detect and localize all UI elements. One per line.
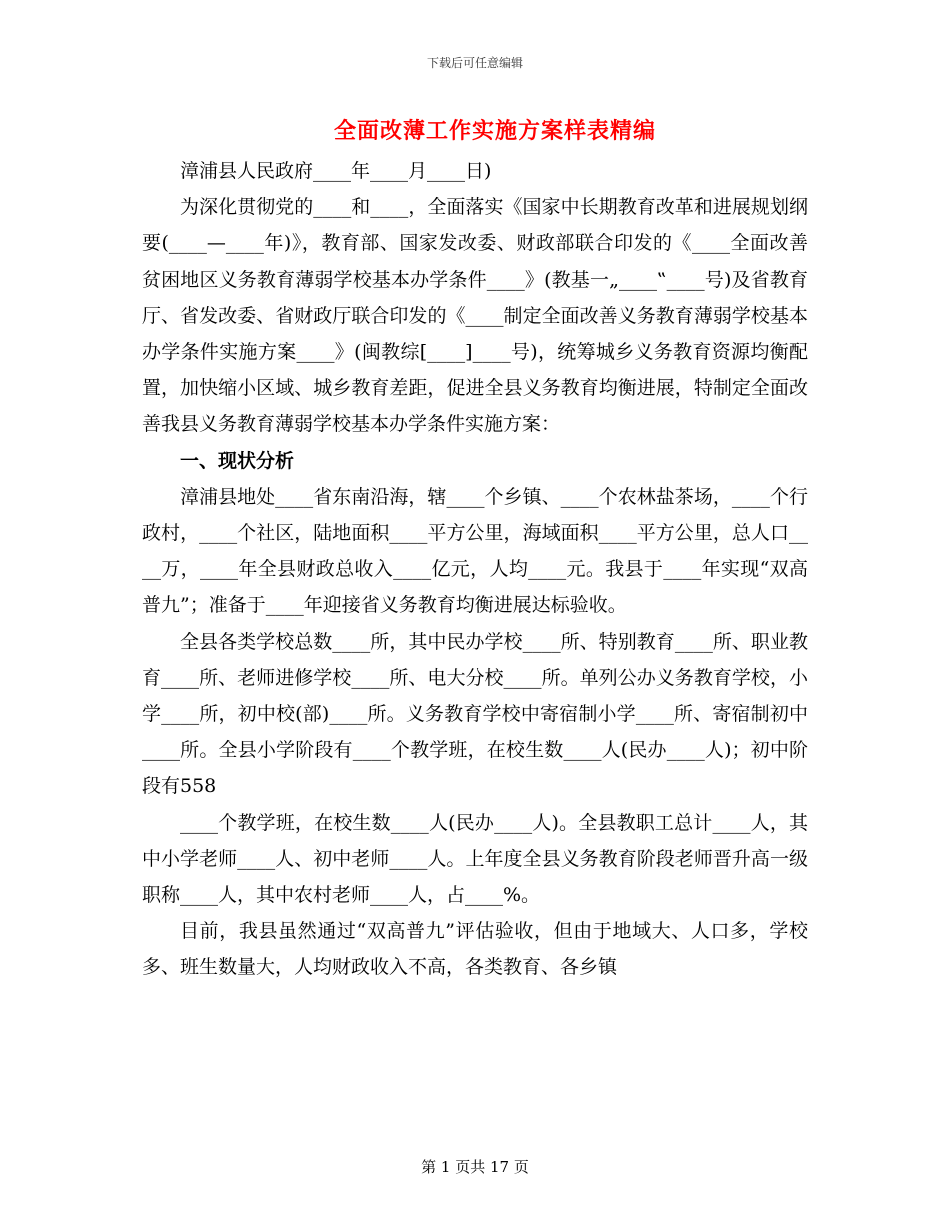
page-number: 第 1 页共 17 页 <box>421 1158 529 1176</box>
status-paragraph-3: ____个教学班，在校生数____人(民办____人)。全县教职工总计____人，其中小学老师____人、初中老师____人。上年度全县义务教育阶段老师晋升高一级职称____人，其中农村老师____人，占____%。 <box>142 811 808 907</box>
intro-paragraph: 为深化贯彻党的____和____，全面落实《国家中长期教育改革和进展规划纲要(____—____年)》，教育部、国家发改委、财政部联合印发的《____全面改善贫困地区义务教育薄弱学校基本办学条件____》(教基一„____‟____号)及省教育厅、省发改委、省财政厅联合印发的《____制定全面改善义务教育薄弱学校基本办学条件实施方案____》(闽教综[____]____号)，统筹城乡义务教育资源均衡配置，加快缩小区域、城乡教育差距，促进全县义务教育均衡进展，特制定全面改善我县义务教育薄弱学校基本办学条件实施方案： <box>142 196 808 436</box>
document-title: 全面改薄工作实施方案样表精编 <box>333 118 656 144</box>
status-paragraph-1: 漳浦县地处____省东南沿海，辖____个乡镇、____个农林盐茶场，____个行政村，____个社区，陆地面积____平方公里，海域面积____平方公里，总人口____万，____年全县财政总收入____亿元，人均____元。我县于____年实现“双高普九”；准备于____年迎接省义务教育均衡进展达标验收。 <box>142 485 808 617</box>
status-paragraph-2: 全县各类学校总数____所，其中民办学校____所、特别教育____所、职业教育____所、老师进修学校____所、电大分校____所。单列公办义务教育学校，小学____所，初中校(部)____所。义务教育学校中寄宿制小学____所、寄宿制初中____所。全县小学阶段有____个教学班，在校生数____人(民办____人)；初中阶段有558 <box>142 630 808 798</box>
header-note: 下载后可任意编辑 <box>426 56 523 70</box>
section-heading-status: 一、现状分析 <box>180 449 295 472</box>
document-body <box>142 153 808 986</box>
issuer-line: 漳浦县人民政府____年____月____日) <box>180 160 492 182</box>
status-paragraph-4: 目前，我县虽然通过“双高普九”评估验收，但由于地域大、人口多，学校多、班生数量大，人均财政收入不高，各类教育、各乡镇 <box>142 920 808 979</box>
